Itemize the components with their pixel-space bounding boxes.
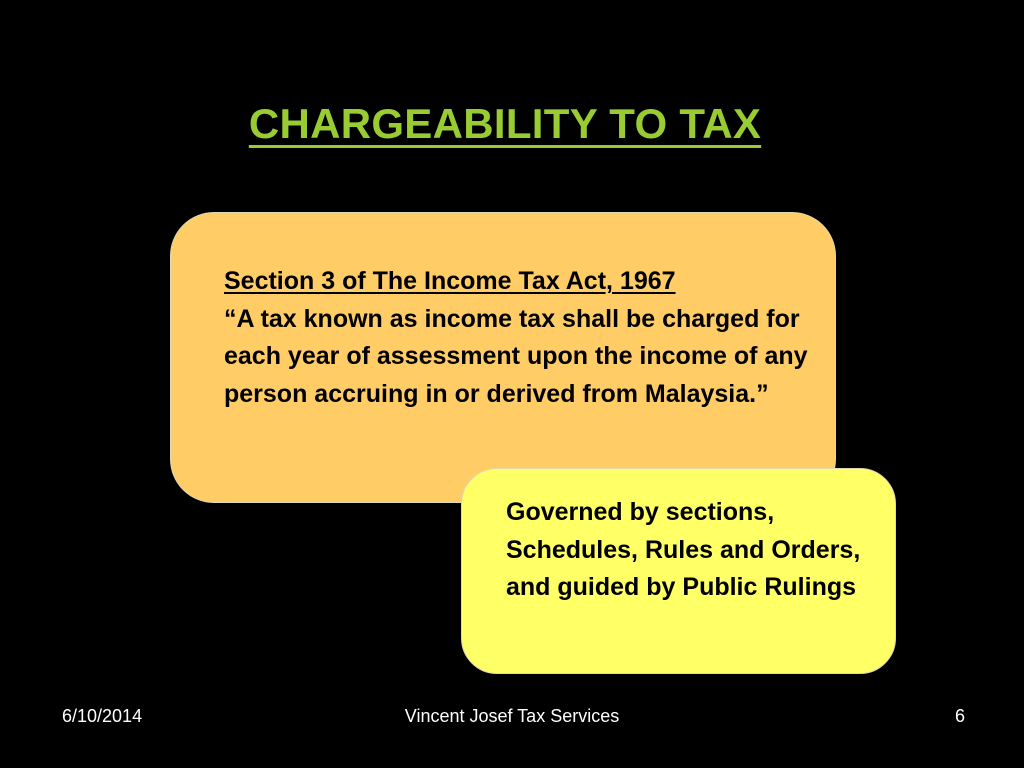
statute-text xyxy=(224,263,824,413)
footer-date: 6/10/2014 xyxy=(62,706,143,726)
slide-title: CHARGEABILITY TO TAX xyxy=(248,100,762,147)
footer-presenter: Vincent Josef Tax Services xyxy=(404,706,620,726)
statute-heading: Section 3 of The Income Tax Act, 1967 xyxy=(224,267,676,295)
statute-quote: “A tax known as income tax shall be charged for each year of assessment upon the income of any person accruing in or derived from Malaysia.” xyxy=(224,304,808,408)
footer-page-number: 6 xyxy=(955,706,966,726)
governance-text: Governed by sections, Schedules, Rules and Orders, and guided by Public Rulings xyxy=(506,498,861,601)
governance-box xyxy=(461,468,896,674)
statute-box xyxy=(170,212,836,503)
